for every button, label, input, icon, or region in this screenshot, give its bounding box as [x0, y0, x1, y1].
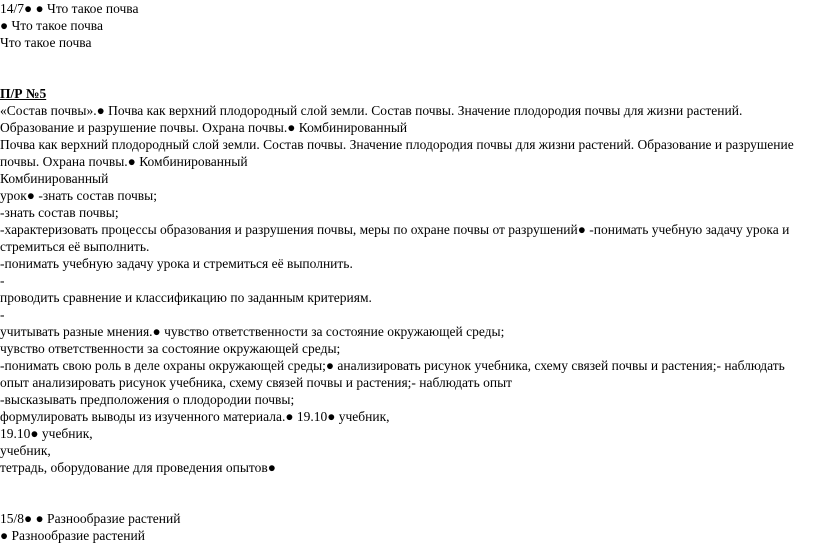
lesson-15-header: 15/8● ● Разнообразие растений — [0, 511, 181, 526]
lesson-content: Почва как верхний плодородный слой земли. Состав почвы. Значение плодородия почвы для жизни растений. Образование и разрушение почвы. Охрана почвы.● Комбинированный — [0, 137, 794, 169]
lesson-goal-combined: урок● -знать состав почвы; — [0, 188, 157, 203]
spacer — [0, 51, 814, 85]
goal-environment-role: -понимать свою роль в деле охраны окружающей среды;● анализировать рисунок учебника, схему связей почвы и растения;- наблюдать опыт анализировать рисунок учебника, схему связей почвы и растения;- наблюдать опыт — [0, 358, 785, 390]
goal-compare-classify: проводить сравнение и классификацию по заданным критериям. — [0, 290, 372, 305]
spacer — [0, 476, 814, 510]
goal-know-soil: -знать состав почвы; — [0, 205, 119, 220]
lesson-content-combined: «Состав почвы».● Почва как верхний плодородный слой земли. Состав почвы. Значение плодородия почвы для жизни растений. Образование и разрушение почвы. Охрана почвы.● Комбинированный — [0, 103, 743, 135]
equipment: тетрадь, оборудование для проведения опытов● — [0, 460, 276, 475]
dash-separator: - — [0, 273, 5, 288]
date-textbook: 19.10● учебник, — [0, 426, 93, 441]
goal-hypothesize: -высказывать предположения о плодородии почвы; — [0, 392, 295, 407]
textbook: учебник, — [0, 443, 51, 458]
goal-understand-task: -понимать учебную задачу урока и стремиться её выполнить. — [0, 256, 353, 271]
goal-characterize-processes: -характеризовать процессы образования и разрушения почвы, меры по охране почвы от разрушений● -понимать учебную задачу урока и стремиться её выполнить. — [0, 222, 790, 254]
practical-work-heading: П/Р №5 — [0, 86, 47, 101]
lesson-14-topic: Что такое почва — [0, 35, 92, 50]
goal-consider-opinions: учитывать разные мнения.● чувство ответственности за состояние окружающей среды; — [0, 324, 505, 339]
goal-responsibility: чувство ответственности за состояние окружающей среды; — [0, 341, 341, 356]
dash-separator: - — [0, 307, 5, 322]
goal-conclusions: формулировать выводы из изученного материала.● 19.10● учебник, — [0, 409, 390, 424]
lesson-14-header: 14/7● ● Что такое почва — [0, 1, 139, 16]
lesson-14-topic-bullet: ● Что такое почва — [0, 18, 103, 33]
lesson-type: Комбинированный — [0, 171, 109, 186]
lesson-15-topic-bullet: ● Разнообразие растений — [0, 528, 145, 543]
